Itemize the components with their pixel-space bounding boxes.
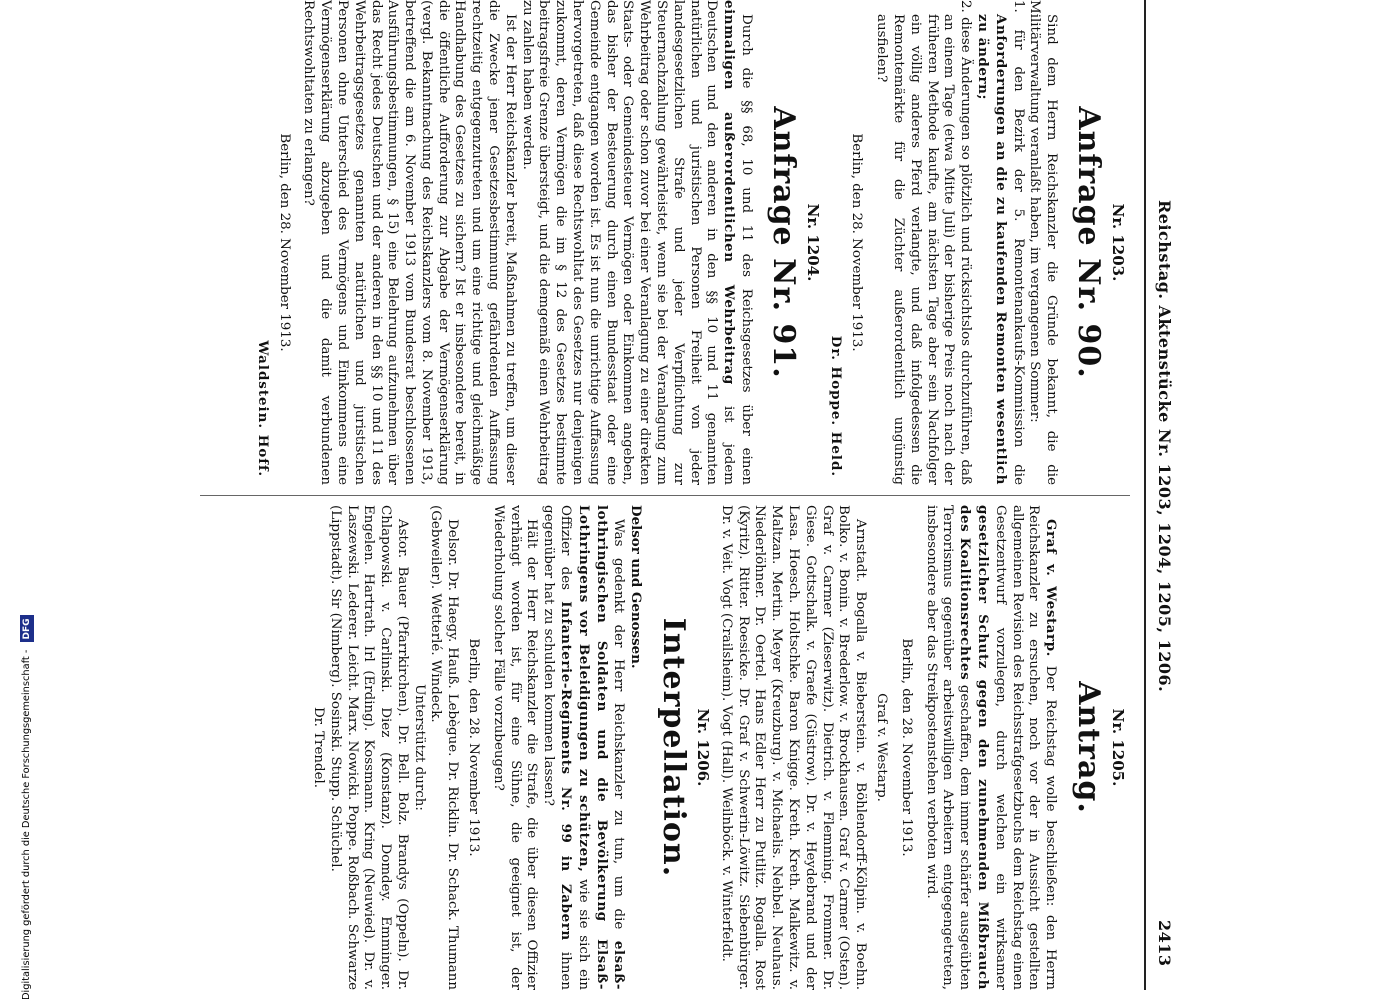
antrag-text: Graf v. Westarp. Der Reichstag wolle beschließen: den Herrn Reichskanzler zu ersuchen, noch vor der in Aussicht gestellten allgemeinen Revision des Reichsstrafgesetzbuchs dem Reichstag einen Gesetzentwurf vorzulegen, durch welchen ein wirksamer gesetzlicher Schutz gegen den zunehmenden Mißbrauch des Koalitionsrechtes geschaffen, dem immer schärfer ausgeübten Terrorismus gegenüber arbeitswilligen Arbeitern entgegengetreten, insbesondere aber das Streikpostenstehen verboten wird. bbox=[923, 505, 1060, 990]
interpellation-supporters: Astor. Bauer (Pfarrkirchen). Dr. Bell. Bolz. Brandys (Oppeln). Dr. Chlapowski. v. Carlinski. Diez (Konstanz). Domdey. Emminger. Engelen. Hartrath. Irl (Erding). Kossmann. Kring (Neuwied). Dr. v. Laszewski. Lederer. Leicht. Marx. Nowicki. Poppe. Roßbach. Schwarze (Lippstadt). Sir (Nimberg). Sosinski. Stupp. Schüchel. bbox=[327, 505, 410, 990]
antrag-supporters: Arnstadt. Bogalla v. Bieberstein. v. Böhlendorff-Kölpin. v. Boehn. Bolko. v. Bonin. v. Brederlow. v. Brockhausen. Graf v. Carmer (Osten). Graf v. Carmer (Zieserwitz). Dietrich. v. Flemming. Frommer. Dr. Giese. Gottschalk. v. Graefe (Güstrow). Dr. v. Heydebrand und der Lasa. Hoesch. Holtschke. Baron Knigge. Kreth. Kreth. Malkewitz. v. Maltzan. Mertin. Meyer (Kreuzburg). v. Michaelis. Nehbel. Neuhaus. Niederlöhner. Dr. Oertel. Hans Edler Herr zu Putlitz. Rogalla. Rost (Kyritz). Ritter. Roesicke. Dr. Graf v. Schwerin-Löwitz. Siebenbürger. Dr. v. Veit. Vogt (Crailsheim). Vogt (Hall). Weilnböck. v. Winterfeldt. bbox=[718, 505, 869, 990]
heading-anfrage-90: Anfrage Nr. 90. bbox=[1071, 106, 1107, 379]
antrag-signer: Graf v. Westarp. bbox=[874, 693, 890, 802]
doc-number-1205: Nr. 1205. bbox=[1109, 708, 1127, 787]
interpellation-paragraph-2: Hält der Herr Reichskanzler die Strafe, die über diesen Offizier verhängt worden ist, für eine Sühne, die geeignet ist, der Wiederholung solcher Fälle vorzubeugen? bbox=[490, 505, 540, 990]
doc-number-1206: Nr. 1206. bbox=[694, 708, 713, 787]
anfrage-90-signature: Dr. Hoppe. Held. bbox=[827, 335, 844, 477]
heading-interpellation: Interpellation. bbox=[656, 617, 692, 878]
anfrage-91-date: Berlin, den 28. November 1913. bbox=[276, 133, 292, 352]
right-column bbox=[309, 505, 1132, 990]
dfg-logo: DFG bbox=[20, 615, 34, 642]
anfrage-90-item-2: 2. diese Änderungen so plötzlich und rücksichtslos durchzuführen, daß an einem Tage (etwa Mitte Juli) der bisherige Preis noch nach der früheren Methode kaufte, am nächsten Tage aber sein Nachfolger ein völlig anderes Pferd verlangte, und daß infolgedessen die Remontemärkte für die Züchter außerordentlich ungünstig ausfielen? bbox=[874, 0, 974, 485]
zabern-emphasis-2: Infanterie-Regiments Nr. 99 in Zabern bbox=[558, 601, 575, 941]
header-title: Reichstag. Aktenstücke Nr. 1203, 1204, 1205, 1206. bbox=[1155, 200, 1174, 693]
left-column bbox=[248, 0, 1132, 485]
wehrbeitrag-emphasis: einmaligen außerordentlichen Wehrbeitrag bbox=[721, 0, 738, 385]
interpellation-date: Berlin, den 28. November 1913. bbox=[466, 638, 482, 857]
page-number: 2413 bbox=[1155, 920, 1174, 967]
interpellation-last-line: Dr. Trendel. bbox=[310, 706, 326, 789]
support-label: Unterstützt durch: bbox=[411, 684, 427, 811]
header-rule bbox=[1144, 0, 1146, 990]
interpellation-movers: Delsor und Genossen. bbox=[628, 505, 645, 669]
anfrage-90-date: Berlin, den 28. November 1913. bbox=[849, 133, 865, 352]
running-header bbox=[1150, 0, 1174, 990]
anfrage-91-paragraph-1: Durch die §§ 68, 10 und 11 des Reichsgesetzes über einen einmaligen außerordentlichen Wehrbeitrag ist jedem Deutschen und den anderen in den §§ 10 und 11 genannten natürlichen und juristischen Personen Freiheit von jeder landesgesetzlichen Strafe und jeder Verpflichtung zur Steuernachzahlung gewährleistet, wenn sie bei der Veranlagung zum Wehrbeitrag oder schon zuvor bei einer Veranlagung zu einer direkten Staats- oder Gemeindesteuer Vermögen oder Einkommen angeben, das bisher der Besteuerung durch einen Bundesstaat oder eine Gemeinde entgangen worden ist. Es ist nun die unrichtige Auffassung hervorgetreten, daß diese Rechtswohltat des Gesetzes nur denjenigen zukommt, deren Vermögen die im § 12 des Gesetzes bestimmte beitragsfreie Grenze übersteigt, und die demgemäß einen Wehrbeitrag zu zahlen haben werden. bbox=[519, 0, 755, 485]
antrag-mover: Graf v. Westarp. bbox=[1043, 519, 1060, 657]
anfrage-91-paragraph-2: Ist der Herr Reichskanzler bereit, Maßnahmen zu treffen, um dieser die Zwecke jener Gesetzesbestimmung gefährdenden Auffassung rechtzeitig entgegenzutreten und um eine richtige und gleichmäßige Handhabung des Gesetzes zu sichern? Ist er insbesondere bereit, in die öffentliche Aufforderung zur Abgabe der Vermögenserklärung (vergl. Bekanntmachung des Reichskanzlers vom 8. November 1913, betreffend die am 6. November 1913 vom Bundesrat beschlossenen Ausführungsbestimmungen, § 15) eine Belehrung aufzunehmen über das Recht jedes Deutschen und der anderen in den §§ 10 und 11 des Wehrbeitragsgesetzes genannten natürlichen und juristischen Personen ohne Unterschied des Vermögens und Einkommens eine Vermögenserklärung abzugeben und die damit verbundenen Rechtswohltaten zu erlangen? bbox=[301, 0, 518, 485]
digitization-sidebar bbox=[18, 0, 36, 1000]
antrag-date: Berlin, den 28. November 1913. bbox=[898, 638, 914, 857]
item-1-emphasis: Anforderungen an die zu kaufenden Remonten wesentlich zu ändern; bbox=[975, 14, 1009, 485]
digitization-note: Digitalisierung gefördert durch die Deutsche Forschungsgemeinschaft - bbox=[21, 649, 32, 1000]
doc-number-1204: Nr. 1204. bbox=[803, 203, 822, 282]
interpellation-paragraph-1: Was gedenkt der Herr Reichskanzler zu tun, um die elsaß-lothringischen Soldaten und die Bevölkerung Elsaß-Lothringens vor Beleidigungen zu schützen, wie sie sich ein Offizier des Infanterie-Regiments Nr. 99 in Zabern ihnen gegenüber hat zu schulden kommen lassen? bbox=[541, 505, 628, 991]
heading-anfrage-91: Anfrage Nr. 91. bbox=[766, 106, 802, 379]
zabern-emphasis-1: elsaß-lothringischen Soldaten und die Bevölkerung Elsaß-Lothringens vor Beleidigungen zu schützen, bbox=[575, 505, 628, 990]
koalitionsrecht-emphasis: gesetzlicher Schutz gegen den zunehmenden Mißbrauch des Koalitionsrechtes bbox=[957, 505, 992, 990]
interpellation-signers: Delsor. Dr. Haegy. Hauß. Lebègue. Dr. Ricklin. Dr. Schack. Thumann (Gebweiler). Wetterlé. Windeck. bbox=[428, 505, 461, 990]
rotated-page-content bbox=[150, 0, 1190, 1000]
anfrage-91-signature: Waldstein. Hoff. bbox=[254, 340, 271, 477]
doc-number-1203: Nr. 1203. bbox=[1109, 203, 1127, 282]
anfrage-90-intro: Sind dem Herrn Reichskanzler die Gründe bekannt, die die Militärverwaltung veranlaßt haben, im vergangenen Sommer: bbox=[1027, 0, 1060, 485]
column-divider bbox=[200, 495, 1130, 496]
heading-antrag: Antrag. bbox=[1071, 681, 1107, 814]
anfrage-90-item-1: 1. für den Bezirk der 5. Remontenankaufs-Kommission die Anforderungen an die zu kaufenden Remonten wesentlich zu ändern; bbox=[975, 0, 1026, 485]
